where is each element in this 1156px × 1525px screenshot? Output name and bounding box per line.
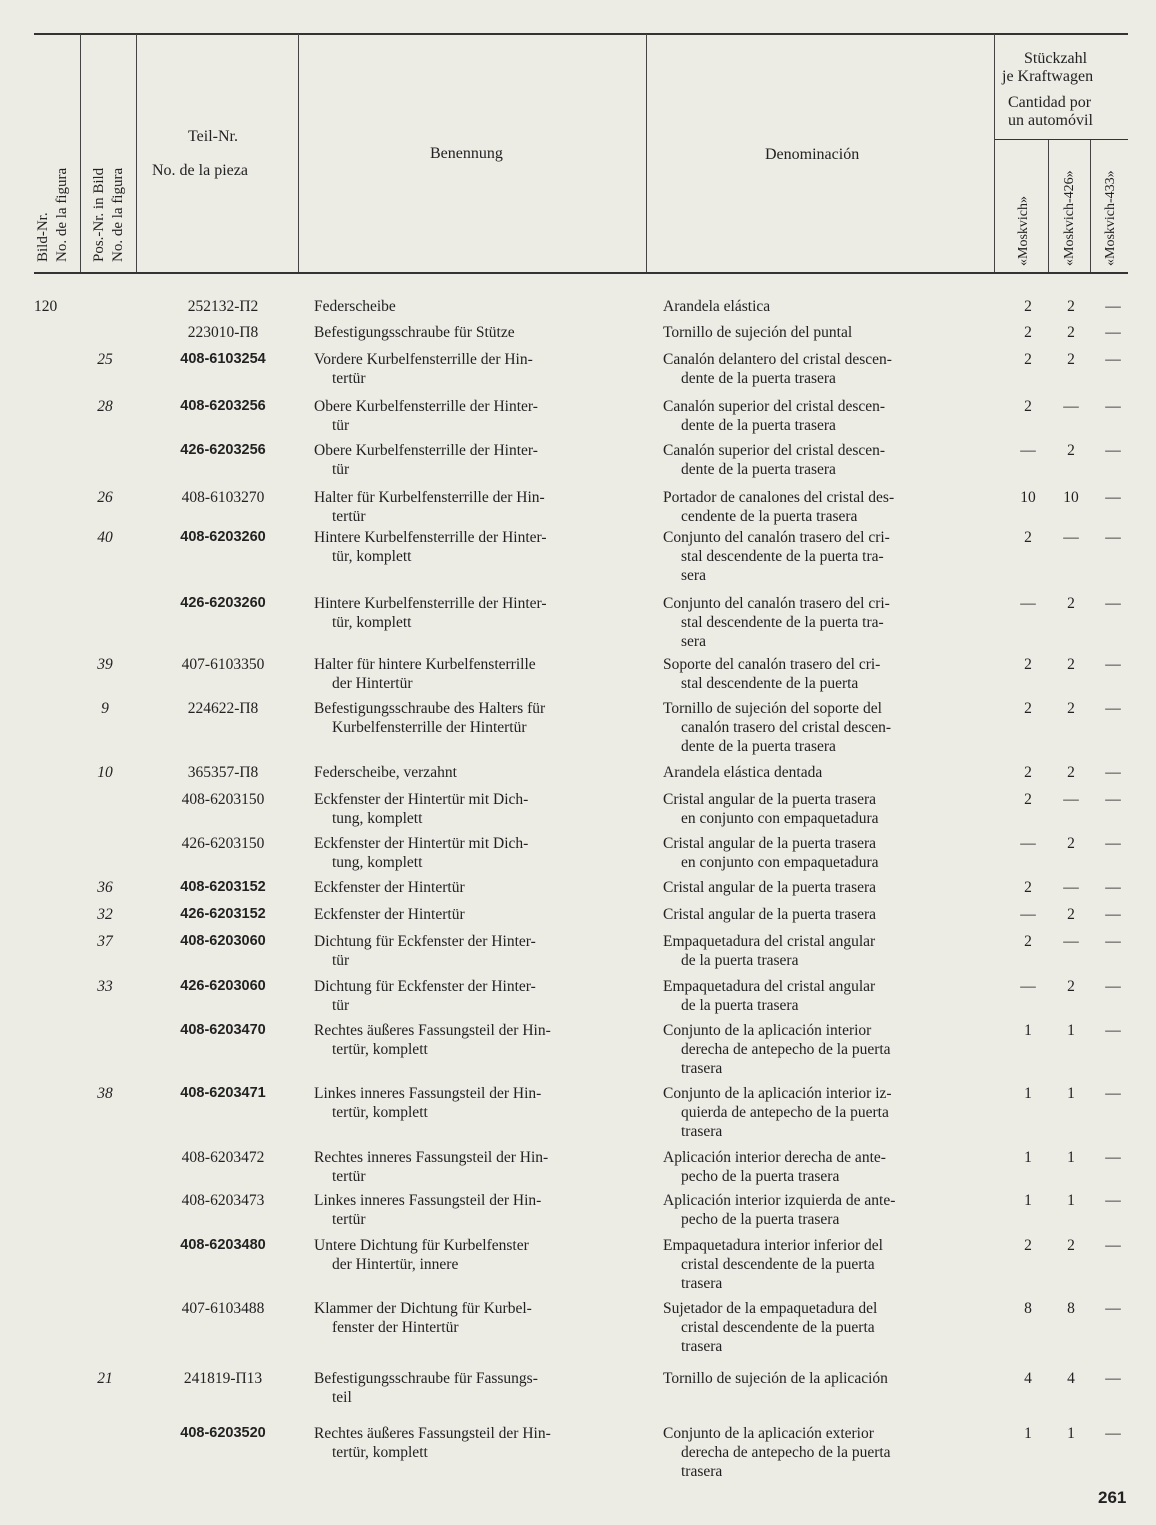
denominacion-line: trasera: [681, 1123, 723, 1140]
denominacion-cell: [663, 350, 981, 388]
denominacion-cell: [663, 323, 981, 342]
pos-nr-cell: 38: [97, 1085, 113, 1102]
qty-moskvich-cell: 1: [1024, 1192, 1032, 1209]
qty-433-cell: —: [1105, 1300, 1121, 1317]
benennung-line: tür: [332, 997, 350, 1014]
benennung-cell: [314, 1148, 632, 1186]
part-number-cell: 426-6203152: [180, 906, 266, 922]
benennung-line: Halter für hintere Kurbelfensterrille: [314, 656, 536, 673]
part-number-cell: 408-6203471: [180, 1085, 266, 1101]
benennung-line: Federscheibe: [314, 298, 396, 315]
part-number-cell: 426-6203060: [180, 978, 266, 994]
benennung-line: tertür: [332, 370, 366, 387]
benennung-cell: [314, 594, 632, 632]
qty-426-cell: —: [1063, 529, 1079, 546]
benennung-line: tür: [332, 461, 350, 478]
denominacion-cell: [663, 594, 981, 651]
qty-433-cell: —: [1105, 835, 1121, 852]
qty-moskvich-cell: 2: [1024, 351, 1032, 368]
benennung-line: Untere Dichtung für Kurbelfenster: [314, 1237, 529, 1254]
part-number-cell: 408-6203150: [181, 791, 265, 808]
header-col-moskvich: «Moskvich»: [1016, 196, 1031, 266]
denominacion-cell: [663, 1299, 981, 1356]
header-sub-rule: [995, 139, 1128, 140]
benennung-cell: [314, 397, 632, 435]
benennung-line: Linkes inneres Fassungsteil der Hin-: [314, 1085, 542, 1102]
qty-433-cell: —: [1105, 1149, 1121, 1166]
benennung-line: der Hintertür: [332, 675, 413, 692]
benennung-line: tertür: [332, 1168, 366, 1185]
benennung-cell: [314, 528, 632, 566]
denominacion-line: Tornillo de sujeción del soporte del: [663, 700, 882, 717]
header-cantidad-1: Cantidad por: [1008, 94, 1092, 111]
denominacion-line: Empaquetadura interior inferior del: [663, 1237, 883, 1254]
benennung-cell: [314, 1299, 632, 1337]
benennung-line: Dichtung für Eckfenster der Hinter-: [314, 978, 536, 995]
benennung-cell: [314, 699, 632, 737]
qty-426-cell: 2: [1067, 442, 1075, 459]
qty-433-cell: —: [1105, 906, 1121, 923]
benennung-line: fenster der Hintertür: [332, 1319, 459, 1336]
pos-nr-cell: 21: [97, 1370, 113, 1387]
qty-433-cell: —: [1105, 1237, 1121, 1254]
denominacion-cell: [663, 763, 981, 782]
qty-moskvich-cell: 1: [1024, 1022, 1032, 1039]
denominacion-line: Soporte del canalón trasero del cri-: [663, 656, 881, 673]
benennung-line: Linkes inneres Fassungsteil der Hin-: [314, 1192, 542, 1209]
qty-433-cell: —: [1105, 489, 1121, 506]
benennung-cell: [314, 1021, 632, 1059]
qty-426-cell: 8: [1067, 1300, 1075, 1317]
qty-426-cell: —: [1063, 933, 1079, 950]
denominacion-line: Arandela elástica: [663, 298, 771, 315]
denominacion-line: Cristal angular de la puerta trasera: [663, 879, 877, 896]
denominacion-line: stal descendente de la puerta: [681, 675, 859, 692]
benennung-line: Eckfenster der Hintertür: [314, 879, 465, 896]
header-divider: [646, 34, 647, 272]
denominacion-line: Aplicación interior izquierda de ante-: [663, 1192, 896, 1209]
pos-nr-cell: 32: [97, 906, 113, 923]
benennung-line: Befestigungsschraube für Fassungs-: [314, 1370, 538, 1387]
denominacion-line: Empaquetadura del cristal angular: [663, 978, 876, 995]
denominacion-cell: [663, 1021, 981, 1078]
qty-moskvich-cell: 1: [1024, 1425, 1032, 1442]
qty-433-cell: —: [1105, 324, 1121, 341]
denominacion-line: Conjunto de la aplicación exterior: [663, 1425, 874, 1442]
denominacion-line: stal descendente de la puerta tra-: [681, 614, 884, 631]
qty-433-cell: —: [1105, 398, 1121, 415]
denominacion-line: Aplicación interior derecha de ante-: [663, 1149, 886, 1166]
header-divider: [1048, 140, 1049, 272]
denominacion-line: trasera: [681, 1275, 723, 1292]
denominacion-cell: [663, 488, 981, 526]
qty-433-cell: —: [1105, 595, 1121, 612]
denominacion-line: stal descendente de la puerta tra-: [681, 548, 884, 565]
benennung-line: Hintere Kurbelfensterrille der Hinter-: [314, 529, 547, 546]
benennung-line: tür: [332, 417, 350, 434]
qty-426-cell: 10: [1063, 489, 1079, 506]
denominacion-line: Cristal angular de la puerta trasera: [663, 906, 877, 923]
benennung-line: Rechtes äußeres Fassungsteil der Hin-: [314, 1425, 551, 1442]
part-number-cell: 408-6203480: [180, 1237, 266, 1253]
part-number-cell: 408-6203473: [181, 1192, 265, 1209]
qty-426-cell: 2: [1067, 978, 1075, 995]
benennung-line: Eckfenster der Hintertür mit Dich-: [314, 835, 529, 852]
qty-426-cell: 2: [1067, 351, 1075, 368]
denominacion-line: dente de la puerta trasera: [681, 417, 836, 434]
denominacion-cell: [663, 790, 981, 828]
qty-426-cell: 2: [1067, 324, 1075, 341]
header-no-pieza: No. de la pieza: [152, 162, 248, 179]
part-number-cell: 408-6203520: [180, 1425, 266, 1441]
part-number-cell: 365357-П8: [187, 764, 259, 781]
qty-426-cell: 2: [1067, 1237, 1075, 1254]
benennung-line: Eckfenster der Hintertür mit Dich-: [314, 791, 529, 808]
header-col-426: «Moskvich-426»: [1062, 170, 1077, 266]
denominacion-cell: [663, 1369, 981, 1388]
qty-433-cell: —: [1105, 1022, 1121, 1039]
qty-moskvich-cell: 2: [1024, 1237, 1032, 1254]
qty-426-cell: 2: [1067, 298, 1075, 315]
denominacion-line: Conjunto del canalón trasero del cri-: [663, 595, 890, 612]
denominacion-line: canalón trasero del cristal descen-: [681, 719, 892, 736]
benennung-cell: [314, 1424, 632, 1462]
qty-moskvich-cell: 2: [1024, 791, 1032, 808]
denominacion-line: pecho de la puerta trasera: [681, 1211, 840, 1228]
header-stueckzahl-2: je Kraftwagen: [1002, 68, 1094, 85]
part-number-cell: 223010-П8: [187, 324, 259, 341]
part-number-cell: 407-6103350: [181, 656, 265, 673]
qty-426-cell: 1: [1067, 1192, 1075, 1209]
header-no-figura-2: No. de la figura: [110, 167, 126, 262]
part-number-cell: 252132-П2: [187, 298, 259, 315]
denominacion-line: cristal descendente de la puerta: [681, 1256, 875, 1273]
qty-moskvich-cell: 2: [1024, 529, 1032, 546]
qty-moskvich-cell: —: [1020, 906, 1036, 923]
part-number-cell: 426-6203260: [180, 595, 266, 611]
qty-433-cell: —: [1105, 1085, 1121, 1102]
benennung-line: tertür, komplett: [332, 1104, 428, 1121]
part-number-cell: 426-6203256: [180, 442, 266, 458]
pos-nr-cell: 9: [101, 700, 109, 717]
part-number-cell: 426-6203150: [181, 835, 265, 852]
benennung-line: tür: [332, 952, 350, 969]
denominacion-line: Tornillo de sujeción de la aplicación: [663, 1370, 888, 1387]
qty-426-cell: 2: [1067, 835, 1075, 852]
qty-433-cell: —: [1105, 442, 1121, 459]
benennung-line: tung, komplett: [332, 854, 423, 871]
denominacion-line: Conjunto del canalón trasero del cri-: [663, 529, 890, 546]
denominacion-cell: [663, 905, 981, 924]
qty-426-cell: —: [1063, 398, 1079, 415]
benennung-cell: [314, 1191, 632, 1229]
benennung-line: tertür: [332, 508, 366, 525]
denominacion-cell: [663, 1236, 981, 1293]
denominacion-line: Conjunto de la aplicación interior: [663, 1022, 872, 1039]
denominacion-line: quierda de antepecho de la puerta: [681, 1104, 889, 1121]
denominacion-line: cendente de la puerta trasera: [681, 508, 858, 525]
benennung-line: tertür, komplett: [332, 1041, 428, 1058]
benennung-line: Befestigungsschraube für Stütze: [314, 324, 515, 341]
qty-426-cell: 2: [1067, 656, 1075, 673]
qty-433-cell: —: [1105, 298, 1121, 315]
denominacion-line: Arandela elástica dentada: [663, 764, 823, 781]
denominacion-line: Cristal angular de la puerta trasera: [663, 791, 877, 808]
pos-nr-cell: 28: [97, 398, 113, 415]
pos-nr-cell: 26: [97, 489, 113, 506]
denominacion-cell: [663, 397, 981, 435]
denominacion-cell: [663, 1084, 981, 1141]
denominacion-cell: [663, 699, 981, 756]
denominacion-line: Canalón superior del cristal descen-: [663, 442, 886, 459]
qty-moskvich-cell: 2: [1024, 700, 1032, 717]
denominacion-line: trasera: [681, 1463, 723, 1480]
benennung-line: tung, komplett: [332, 810, 423, 827]
qty-moskvich-cell: 2: [1024, 764, 1032, 781]
denominacion-cell: [663, 977, 981, 1015]
qty-moskvich-cell: 1: [1024, 1085, 1032, 1102]
part-number-cell: 408-6203152: [180, 879, 266, 895]
denominacion-cell: [663, 1148, 981, 1186]
denominacion-cell: [663, 297, 981, 316]
denominacion-line: cristal descendente de la puerta: [681, 1319, 875, 1336]
denominacion-line: Tornillo de sujeción del puntal: [663, 324, 853, 341]
benennung-line: der Hintertür, innere: [332, 1256, 459, 1273]
pos-nr-cell: 39: [97, 656, 113, 673]
page-number: 261: [1098, 1488, 1127, 1507]
denominacion-line: dente de la puerta trasera: [681, 738, 836, 755]
denominacion-line: sera: [681, 633, 706, 650]
benennung-line: Dichtung für Eckfenster der Hinter-: [314, 933, 536, 950]
header-divider: [1090, 140, 1091, 272]
benennung-cell: [314, 350, 632, 388]
bild-nr-cell: 120: [34, 298, 58, 315]
pos-nr-cell: 40: [97, 529, 113, 546]
benennung-line: Kurbelfensterrille der Hintertür: [332, 719, 527, 736]
header-bottom-rule: [34, 272, 1128, 274]
benennung-line: Obere Kurbelfensterrille der Hinter-: [314, 442, 538, 459]
benennung-cell: [314, 1236, 632, 1274]
part-number-cell: 408-6103270: [181, 489, 265, 506]
benennung-cell: [314, 977, 632, 1015]
denominacion-line: dente de la puerta trasera: [681, 370, 836, 387]
denominacion-line: Empaquetadura del cristal angular: [663, 933, 876, 950]
denominacion-line: Conjunto de la aplicación interior iz-: [663, 1085, 892, 1102]
qty-moskvich-cell: —: [1020, 835, 1036, 852]
denominacion-line: de la puerta trasera: [681, 952, 799, 969]
benennung-cell: [314, 932, 632, 970]
qty-426-cell: 2: [1067, 764, 1075, 781]
part-number-cell: 407-6103488: [181, 1300, 265, 1317]
qty-moskvich-cell: 8: [1024, 1300, 1032, 1317]
qty-moskvich-cell: 10: [1020, 489, 1036, 506]
qty-moskvich-cell: 2: [1024, 879, 1032, 896]
header-denominacion: Denominación: [765, 146, 860, 163]
qty-moskvich-cell: 2: [1024, 398, 1032, 415]
benennung-line: Vordere Kurbelfensterrille der Hin-: [314, 351, 533, 368]
header-stueckzahl-1: Stückzahl: [1024, 50, 1088, 67]
header-divider: [298, 34, 299, 272]
qty-433-cell: —: [1105, 1425, 1121, 1442]
qty-426-cell: 1: [1067, 1085, 1075, 1102]
denominacion-cell: [663, 528, 981, 585]
benennung-line: Federscheibe, verzahnt: [314, 764, 457, 781]
benennung-line: Obere Kurbelfensterrille der Hinter-: [314, 398, 538, 415]
pos-nr-cell: 33: [97, 978, 113, 995]
header-top-rule: [34, 33, 1128, 35]
part-number-cell: 408-6203260: [180, 529, 266, 545]
header-teil-nr: Teil-Nr.: [188, 128, 238, 145]
qty-433-cell: —: [1105, 1370, 1121, 1387]
qty-433-cell: —: [1105, 656, 1121, 673]
header-divider: [994, 34, 995, 272]
qty-moskvich-cell: 4: [1024, 1370, 1032, 1387]
denominacion-line: en conjunto con empaquetadura: [681, 854, 879, 871]
benennung-cell: [314, 790, 632, 828]
qty-426-cell: 2: [1067, 700, 1075, 717]
qty-moskvich-cell: —: [1020, 978, 1036, 995]
benennung-cell: [314, 905, 632, 924]
benennung-line: Klammer der Dichtung für Kurbel-: [314, 1300, 532, 1317]
qty-426-cell: 2: [1067, 906, 1075, 923]
benennung-line: Rechtes inneres Fassungsteil der Hin-: [314, 1149, 549, 1166]
pos-nr-cell: 37: [97, 933, 113, 950]
header-bild-nr: Bild-Nr.: [35, 212, 51, 262]
benennung-cell: [314, 441, 632, 479]
benennung-line: Hintere Kurbelfensterrille der Hinter-: [314, 595, 547, 612]
header-no-figura: No. de la figura: [54, 167, 70, 262]
qty-moskvich-cell: —: [1020, 595, 1036, 612]
qty-433-cell: —: [1105, 351, 1121, 368]
benennung-cell: [314, 1084, 632, 1122]
qty-moskvich-cell: 2: [1024, 324, 1032, 341]
qty-moskvich-cell: 2: [1024, 298, 1032, 315]
denominacion-cell: [663, 1191, 981, 1229]
benennung-cell: [314, 1369, 632, 1407]
qty-433-cell: —: [1105, 879, 1121, 896]
benennung-cell: [314, 878, 632, 897]
header-pos-nr: Pos.-Nr. in Bild: [91, 167, 107, 262]
denominacion-line: Sujetador de la empaquetadura del: [663, 1300, 878, 1317]
qty-426-cell: 1: [1067, 1149, 1075, 1166]
denominacion-line: en conjunto con empaquetadura: [681, 810, 879, 827]
benennung-line: Befestigungsschraube des Halters für: [314, 700, 546, 717]
qty-433-cell: —: [1105, 764, 1121, 781]
header-col-433: «Moskvich-433»: [1103, 170, 1118, 266]
denominacion-line: pecho de la puerta trasera: [681, 1168, 840, 1185]
denominacion-cell: [663, 932, 981, 970]
denominacion-line: Canalón superior del cristal descen-: [663, 398, 886, 415]
part-number-cell: 408-6203472: [181, 1149, 265, 1166]
denominacion-line: trasera: [681, 1338, 723, 1355]
qty-433-cell: —: [1105, 529, 1121, 546]
benennung-line: tür, komplett: [332, 548, 412, 565]
part-number-cell: 408-6203060: [180, 933, 266, 949]
header-cantidad-2: un automóvil: [1008, 112, 1093, 129]
pos-nr-cell: 36: [97, 879, 113, 896]
benennung-cell: [314, 297, 632, 316]
part-number-cell: 408-6203470: [180, 1022, 266, 1038]
qty-433-cell: —: [1105, 933, 1121, 950]
part-number-cell: 224622-П8: [187, 700, 259, 717]
part-number-cell: 408-6203256: [180, 398, 266, 414]
benennung-line: tertür: [332, 1211, 366, 1228]
denominacion-line: de la puerta trasera: [681, 997, 799, 1014]
pos-nr-cell: 25: [97, 351, 113, 368]
qty-433-cell: —: [1105, 791, 1121, 808]
denominacion-cell: [663, 441, 981, 479]
denominacion-line: dente de la puerta trasera: [681, 461, 836, 478]
qty-426-cell: 2: [1067, 595, 1075, 612]
benennung-line: Halter für Kurbelfensterrille der Hin-: [314, 489, 545, 506]
header-divider: [80, 34, 81, 272]
qty-moskvich-cell: 2: [1024, 933, 1032, 950]
denominacion-cell: [663, 655, 981, 693]
qty-426-cell: 1: [1067, 1022, 1075, 1039]
qty-moskvich-cell: 1: [1024, 1149, 1032, 1166]
denominacion-line: Cristal angular de la puerta trasera: [663, 835, 877, 852]
qty-433-cell: —: [1105, 1192, 1121, 1209]
qty-426-cell: —: [1063, 879, 1079, 896]
qty-426-cell: 4: [1067, 1370, 1075, 1387]
qty-moskvich-cell: 2: [1024, 656, 1032, 673]
qty-433-cell: —: [1105, 700, 1121, 717]
benennung-cell: [314, 488, 632, 526]
header-benennung: Benennung: [430, 145, 503, 162]
benennung-line: tertür, komplett: [332, 1444, 428, 1461]
denominacion-line: derecha de antepecho de la puerta: [681, 1444, 891, 1461]
part-number-cell: 408-6103254: [180, 351, 266, 367]
denominacion-line: sera: [681, 567, 706, 584]
pos-nr-cell: 10: [97, 764, 113, 781]
header-divider: [136, 34, 137, 272]
denominacion-cell: [663, 878, 981, 897]
benennung-cell: [314, 834, 632, 872]
qty-426-cell: —: [1063, 791, 1079, 808]
benennung-line: Rechtes äußeres Fassungsteil der Hin-: [314, 1022, 551, 1039]
denominacion-line: derecha de antepecho de la puerta: [681, 1041, 891, 1058]
benennung-cell: [314, 763, 632, 782]
qty-433-cell: —: [1105, 978, 1121, 995]
part-number-cell: 241819-П13: [183, 1370, 263, 1387]
benennung-cell: [314, 655, 632, 693]
denominacion-cell: [663, 834, 981, 872]
denominacion-line: Canalón delantero del cristal descen-: [663, 351, 892, 368]
benennung-line: teil: [332, 1389, 352, 1406]
qty-426-cell: 1: [1067, 1425, 1075, 1442]
denominacion-cell: [663, 1424, 981, 1481]
denominacion-line: Portador de canalones del cristal des-: [663, 489, 895, 506]
benennung-line: Eckfenster der Hintertür: [314, 906, 465, 923]
benennung-line: tür, komplett: [332, 614, 412, 631]
denominacion-line: trasera: [681, 1060, 723, 1077]
qty-moskvich-cell: —: [1020, 442, 1036, 459]
benennung-cell: [314, 323, 632, 342]
